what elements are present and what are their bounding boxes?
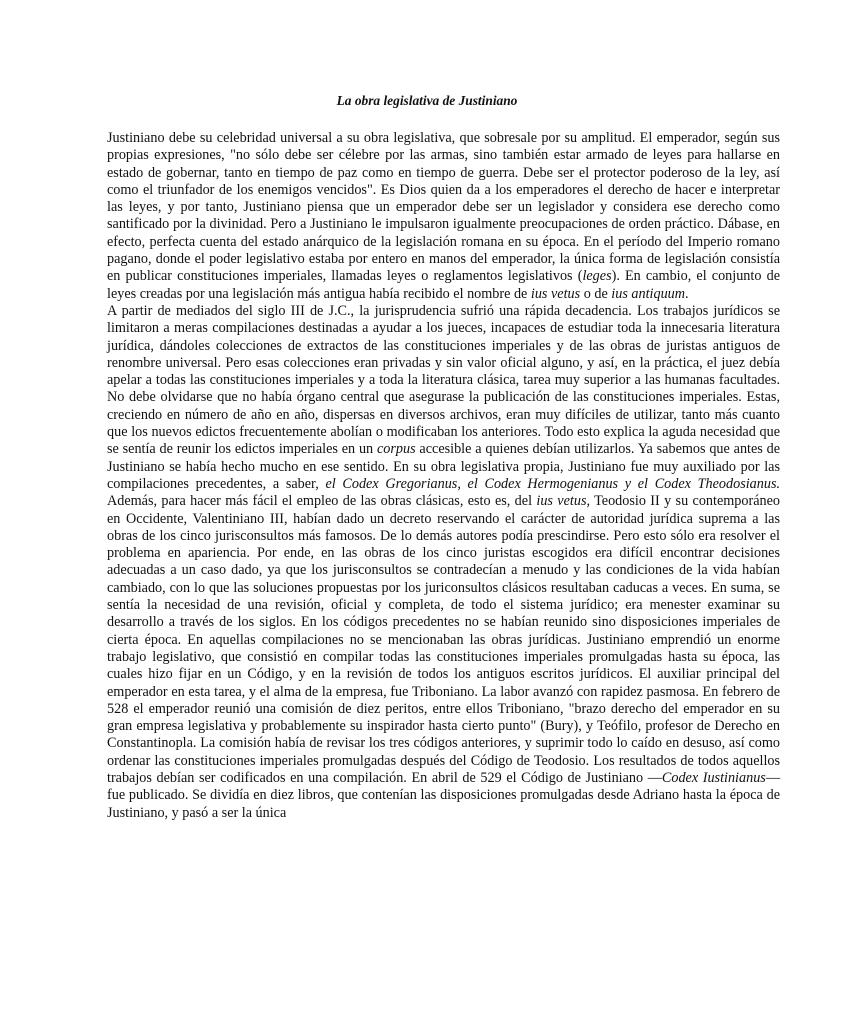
document-body — [107, 130, 780, 822]
text-run: Justiniano debe su celebridad universal a su obra legislativa, que sobresale por su amplitud. El emperador, según sus propias expresiones, "no sólo debe ser célebre por las armas, sino también estar armado de leyes para hallarse en estado de gobernar, tanto en tiempo de paz como en tiempo de guerra. Debe ser el protector poderoso de la ley, así como el triunfador de los enemigos vencidos". Es Dios quien da a los emperadores el derecho de hacer e interpretar las leyes, y por tanto, Justiniano piensa que un emperador debe ser un legislador y considera ese derecho como santificado por la divinidad. Pero a Justiniano le impulsaron igualmente preocupaciones de orden práctico. Dábase, en efecto, perfecta cuenta del estado anárquico de la legislación romana en su época. En el período del Imperio romano pagano, donde el poder legislativo estaba por entero en manos del emperador, la única forma de legislación consistía en publicar constituciones imperiales, llamadas leyes o reglamentos legislativos ( — [107, 130, 780, 285]
text-run: Además, para hacer más fácil el empleo de las obras clásicas, esto es, del — [107, 493, 537, 510]
italic-text-run: ius antiquum — [611, 285, 685, 302]
text-run: — fue publicado. Se dividía en diez libros, que contenían las disposiciones promulgadas desde Adriano hasta la época de Justiniano, y pasó a ser la única — [107, 769, 780, 821]
paragraph — [107, 130, 780, 303]
text-run: Teodosio II y su contemporáneo en Occidente, Valentiniano III, habían dado un decreto reservando el carácter de autoridad jurídica suprema a las obras de los cinco jurisconsultos más famosos. De lo demás autores podía prescindirse. Pero esto sólo era resolver el problema en apariencia. Por ende, en las obras de los cinco juristas escogidos era difícil encontrar decisiones adecuadas a un caso dado, ya que los jurisconsultos se contradecían a menudo y las condiciones de la vida habían cambiado, con lo que las soluciones propuestas por los juriconsultos clásicos resultaban caducas a veces. En suma, se sentía la necesidad de una revisión, oficial y completa, de todo el sistema jurídico; era menester examinar su desarrollo a través de los siglos. En los códigos precedentes no se habían reunido sino disposiciones imperiales de cierta época. En aquellas compilaciones no se mencionaban las obras jurídicas. Justiniano emprendió un enorme trabajo legislativo, que consistió en compilar todas las constituciones imperiales promulgadas hasta su época, las cuales hizo fijar en un Código, y en la revisión de todos los antiguos escritos jurídicos. El auxiliar principal del emperador en esta tarea, y el alma de la empresa, fue Triboniano. La labor avanzó con rapidez pasmosa. En febrero de 528 el emperador reunió una comisión de diez peritos, entre ellos Triboniano, "brazo derecho del emperador en su gran empresa legislativa y probablemente su inspirador hasta cierto punto" (Bury), y Teófilo, profesor de Derecho en Constantinopla. La comisión había de revisar los tres códigos anteriores, y suprimir todo lo caído en desuso, así como ordenar las constituciones imperiales promulgadas después del Código de Teodosio. Los resultados de todos aquellos trabajos debían ser codificados en una compilación. En abril de 529 el Código de Justiniano — — [107, 493, 780, 786]
paragraph — [107, 303, 780, 822]
document-title: La obra legislativa de Justiniano — [336, 93, 518, 108]
text-run: ). En cambio, el conjunto de leyes creadas por una legislación más antigua había recibido el nombre de — [107, 268, 780, 302]
italic-text-run: el Codex Gregorianus, el Codex Hermogenianus y el Codex Theodosianus. — [325, 475, 781, 492]
text-run: o de — [580, 285, 612, 302]
text-run: accesible a quienes debían utilizarlos. Ya sabemos que antes de Justiniano se había hecho mucho en ese sentido. En su obra legislativa propia, Justiniano fue muy auxiliado por las compilaciones precedentes, a saber, — [107, 441, 781, 492]
italic-text-run: ius vetus, — [536, 493, 591, 510]
italic-text-run: Codex Iustinianus — [661, 769, 766, 786]
text-run: . — [685, 285, 689, 302]
italic-text-run: corpus — [376, 441, 416, 458]
italic-text-run: ius vetus — [530, 285, 581, 302]
italic-text-run: leges — [582, 268, 612, 285]
text-run: A partir de mediados del siglo III de J.C., la jurisprudencia sufrió una rápida decadencia. Los trabajos jurídicos se limitaron a meras compilaciones destinadas a ayudar a los jueces, incapaces de estudiar toda la innecesaria literatura jurídica, dándoles colecciones de extractos de las constituciones imperiales y de las obras de juristas antiguos de renombre universal. Pero esas colecciones eran privadas y sin valor oficial alguno, y así, en la práctica, el juez debía apelar a todas las constituciones imperiales y a toda la literatura clásica, tarea muy superior a las humanas facultades. No debe olvidarse que no había órgano central que asegurase la publicación de las constituciones imperiales. Estas, creciendo en número de año en año, dispersas en diversos archivos, eran muy difíciles de utilizar, tanto más cuanto que los nuevos edictos frecuentemente abolían o modificaban los anteriores. Todo esto explica la aguda necesidad que se sentía de reunir los edictos imperiales en un — [107, 302, 780, 458]
